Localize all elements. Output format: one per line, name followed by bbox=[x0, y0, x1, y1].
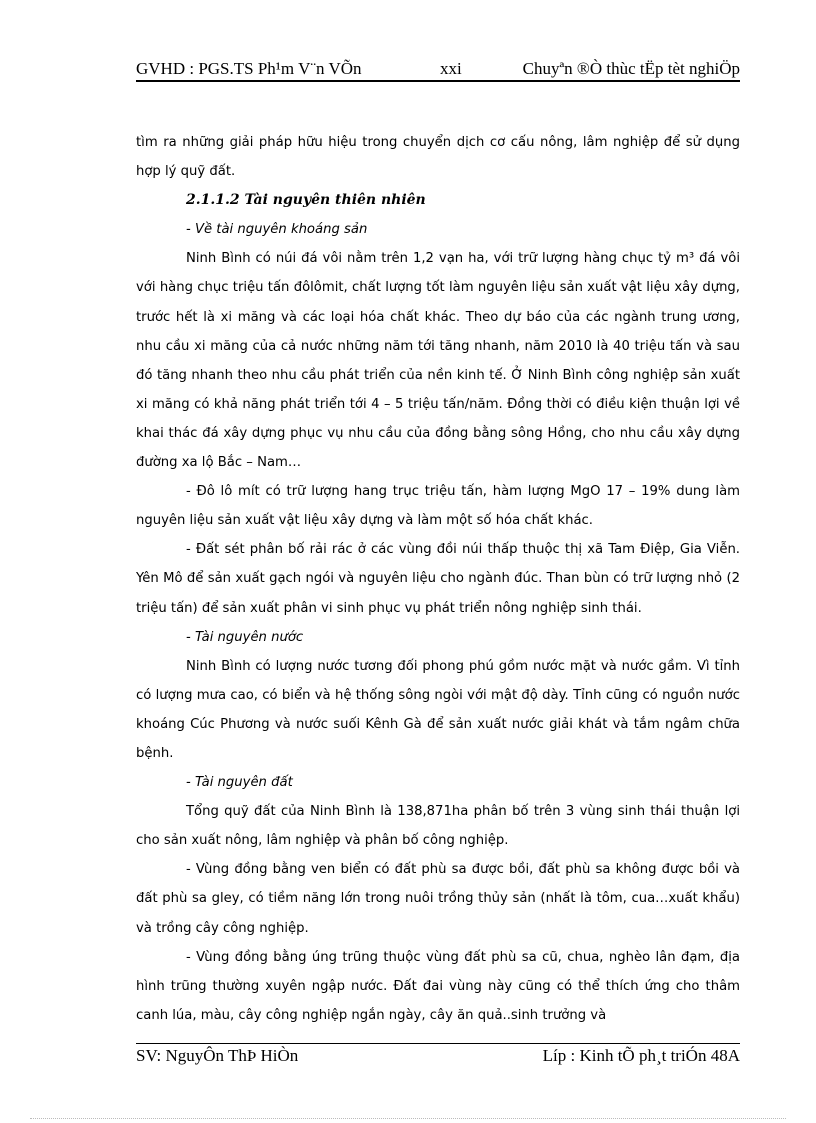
header-supervisor: GVHD : PGS.TS Ph¹m V¨n VÕn bbox=[136, 59, 362, 78]
page-header bbox=[136, 58, 740, 82]
paragraph-limestone: Ninh Bình có núi đá vôi nằm trên 1,2 vạn ha, với trữ lượng hàng chục tỷ m³ đá vôi với hàng chục triệu tấn đôlômit, chất lượng tốt làm nguyên liệu sản xuất vật liệu xây dựng, trước hết là xi măng và các loại hóa chất khác. Theo dự báo của các ngành trung ương, nhu cầu xi măng của cả nước những năm tới tăng nhanh, năm 2010 là 40 triệu tấn và sau đó tăng nhanh theo nhu cầu phát triển của nền kinh tế. Ở Ninh Bình công nghiệp sản xuất xi măng có khả năng phát triển tới 4 – 5 triệu tấn/năm. Đồng thời có điều kiện thuận lợi về khai thác đá xây dựng phục vụ nhu cầu của đồng bằng sông Hồng, cho nhu cầu xây dựng đường xa lộ Bắc – Nam… bbox=[136, 251, 740, 471]
document-body bbox=[136, 128, 740, 1030]
paragraph-coastal-plain: - Vùng đồng bằng ven biển có đất phù sa được bồi, đất phù sa không được bồi và đất phù sa gley, có tiềm năng lớn trong nuôi trồng thủy sản (nhất là tôm, cua…xuất khẩu) và trồng cây công nghiệp. bbox=[136, 862, 740, 936]
subheading-water: - Tài nguyên nước bbox=[186, 629, 304, 645]
paragraph-water: Ninh Bình có lượng nước tương đối phong phú gồm nước mặt và nước gầm. Vì tỉnh có lượng mưa cao, có biển và hệ thống sông ngòi với mật độ dày. Tỉnh cũng có nguồn nước khoáng Cúc Phương và nước suối Kênh Gà để sản xuất nước giải khát và tắm ngâm chữa bệnh. bbox=[136, 658, 740, 761]
paragraph-intro: tìm ra những giải pháp hữu hiệu trong chuyển dịch cơ cấu nông, lâm nghiệp để sử dụng hợp lý quỹ đất. bbox=[136, 135, 740, 180]
paragraph-lowland-plain: - Vùng đồng bằng úng trũng thuộc vùng đất phù sa cũ, chua, nghèo lân đạm, địa hình trũng thường xuyên ngập nước. Đất đai vùng này cũng có thể thích ứng cho thâm canh lúa, màu, cây công nghiệp ngắn ngày, cây ăn quả..sinh trưởng và bbox=[136, 949, 740, 1023]
header-page-number: xxi bbox=[440, 59, 462, 78]
footer-class: Líp : Kinh tÕ ph¸t triÓn 48A bbox=[542, 1046, 740, 1065]
page-edge-divider bbox=[30, 1118, 786, 1119]
footer-student: SV: NguyÔn ThÞ HiÒn bbox=[136, 1046, 299, 1065]
paragraph-dolomite: - Đô lô mít có trữ lượng hang trục triệu tấn, hàm lượng MgO 17 – 19% dung làm nguyên liệu sản xuất vật liệu xây dựng và làm một số hóa chất khác. bbox=[136, 484, 740, 529]
paragraph-clay: - Đất sét phân bố rải rác ở các vùng đồi núi thấp thuộc thị xã Tam Điệp, Gia Viễn. Yên Mô để sản xuất gạch ngói và nguyên liệu cho ngành đúc. Than bùn có trữ lượng nhỏ (2 triệu tấn) để sản xuất phân vi sinh phục vụ phát triển nông nghiệp sinh thái. bbox=[136, 542, 740, 616]
header-document-title: Chuyªn ®Ò thùc tËp tèt nghiÖp bbox=[522, 59, 740, 78]
section-heading: 2.1.1.2 Tài nguyên thiên nhiên bbox=[186, 192, 426, 209]
subheading-minerals: - Về tài nguyên khoáng sản bbox=[186, 222, 368, 238]
page-footer bbox=[136, 1043, 740, 1070]
paragraph-land-total: Tổng quỹ đất của Ninh Bình là 138,871ha phân bố trên 3 vùng sinh thái thuận lợi cho sản xuất nông, lâm nghiệp và phân bố công nghiệp. bbox=[136, 804, 740, 849]
subheading-land: - Tài nguyên đất bbox=[186, 775, 293, 791]
